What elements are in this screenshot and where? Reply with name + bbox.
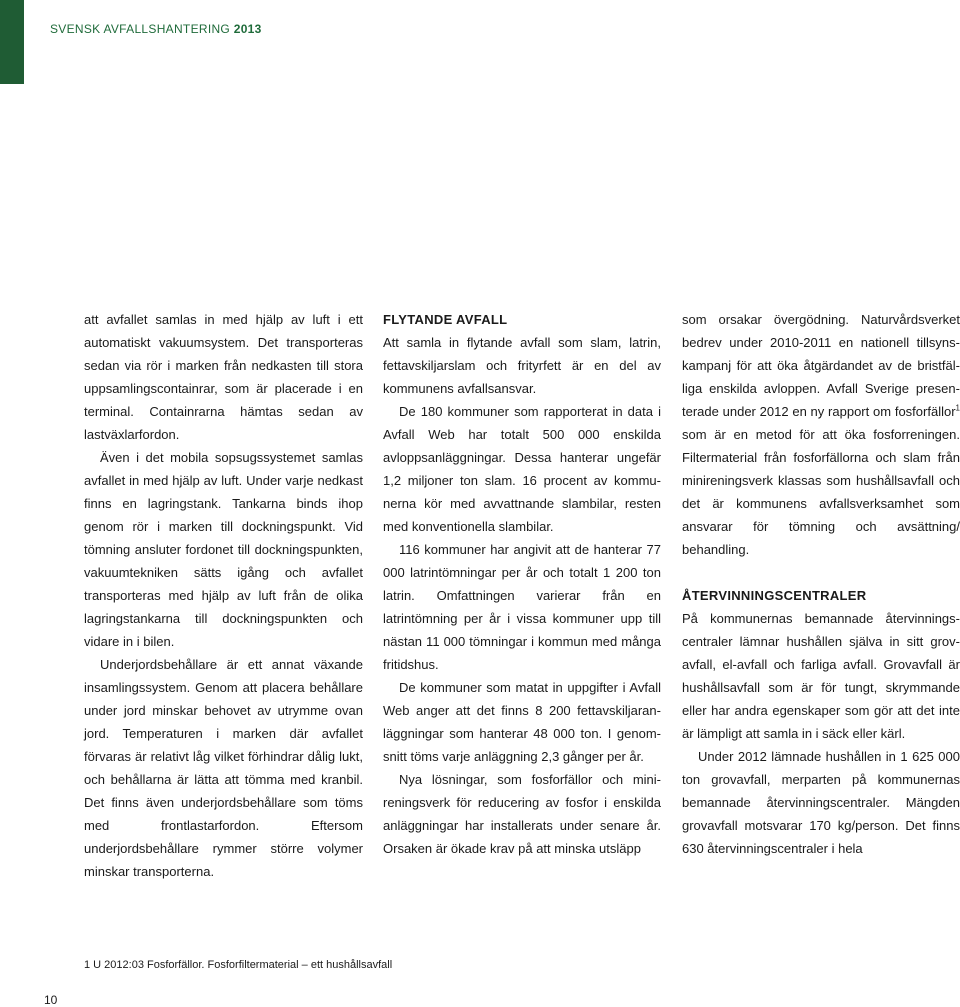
publication-year: 2013	[233, 22, 262, 36]
text-column-1	[84, 308, 363, 883]
text-column-3	[682, 308, 960, 860]
paragraph: På kommunernas bemannade återvinningscentraler lämnar hushållen själva in sitt grovavfall, el-avfall och farliga avfall. Grovavfall är hushållsavfall som är för tungt, skrymmande eller har andra egenskaper som gör att det inte är lämpligt att samla in i säck eller kärl.	[682, 611, 960, 741]
footnote-reference[interactable]: 1	[955, 403, 960, 413]
section-heading-atervinningscentraler: ÅTERVINNINGSCENTRALER	[682, 588, 867, 603]
publication-title: SVENSK AVFALLSHANTERING	[50, 22, 231, 36]
paragraph: Under 2012 lämnade hushållen in 1 625 000 ton grovavfall, merparten på kommunernas bemannade återvinningscentraler. Mängden grovavfall motsvarar 170 kg/person. Det finns 630 återvinningscentraler i hela	[682, 749, 960, 856]
section-heading-flytande-avfall: FLYTANDE AVFALL	[383, 312, 508, 327]
running-header	[50, 22, 262, 36]
paragraph	[682, 308, 960, 561]
paragraph: Underjordsbehållare är ett annat växande insamlingssystem. Genom att placera behållare under jord minskar behovet av utrymme ovan jord. Temperaturen i marken där avfallet förvaras är relativt låg vilket förhindrar dålig lukt, och behållarna är lätta att tömma med kranbil. Det finns även underjordsbehållare som töms med frontlastarfordon. Eftersom underjordsbehållare rymmer större volymer minskar transporterna.	[84, 657, 363, 879]
paragraph: De kommuner som matat in uppgifter i Avfall Web anger att det finns 8 200 fettavskiljaranläggningar som hanterar 48 000 ton. I genomsnitt töms varje anläggning 2,3 gånger per år.	[383, 680, 661, 764]
paragraph: Nya lösningar, som fosforfällor och minireningsverk för reducering av fosfor i enskilda anläggningar har installerats under senare år. Orsaken är ökade krav på att minska utsläpp	[383, 772, 661, 856]
paragraph-text: som orsakar övergödning. Naturvårdsverket bedrev under 2010-2011 en nationell tillsynskampanj för att öka åtgärdandet av de bristfälliga enskilda avloppen. Avfall Sverige presenterade under 2012 en ny rapport om fosforfällor	[682, 312, 960, 419]
paragraph-text: som är en metod för att öka fosforreningen. Filtermaterial från fosforfällorna och slam från minireningsverk klassas som hushållsavfall och det är kommunens avfallsverksamhet som ansvarar för tömning och avsättning/ behandling.	[682, 427, 960, 557]
paragraph: De 180 kommuner som rapporterat in data i Avfall Web har totalt 500 000 enskilda avloppsanläggningar. Dessa hanterar ungefär 1,2 miljoner ton slam. 16 procent av kommunerna kör med avvattnande slambilar, resten med konventionella slambilar.	[383, 404, 661, 534]
footnote: 1 U 2012:03 Fosforfällor. Fosforfiltermaterial – ett hushållsavfall	[84, 959, 393, 971]
green-edge-tab	[0, 0, 24, 84]
paragraph: att avfallet samlas in med hjälp av luft i ett automatiskt vakuumsystem. Det transporteras sedan via rör i marken från nedkasten till stora uppsamlingscontainrar, som är placerade i en terminal. Containrarna hämtas sedan av lastväxlarfordon.	[84, 312, 363, 442]
paragraph: Att samla in flytande avfall som slam, latrin, fettavskiljarslam och frityrfett är en del av kommunens avfallsansvar.	[383, 335, 661, 396]
paragraph: 116 kommuner har angivit att de hanterar 77 000 latrintömningar per år och totalt 1 200 ton latrin. Omfattningen varierar från en latrintömning per år i vissa kommuner upp till nästan 11 000 tömningar i kommun med många fritidshus.	[383, 542, 661, 672]
page-number: 10	[44, 993, 58, 1007]
paragraph: Även i det mobila sopsugssystemet samlas avfallet in med hjälp av luft. Under varje nedkast finns en lagringstank. Tankarna binds ihop genom rör i marken till dockningspunkt. Vid tömning ansluter fordonet till dockningspunkten, vakuumtekniken sätts igång och avfallet transporteras med hjälp av luft från de olika lagringstankarna till dockningspunkten och vidare in i bilen.	[84, 450, 363, 649]
text-column-2	[383, 308, 661, 860]
